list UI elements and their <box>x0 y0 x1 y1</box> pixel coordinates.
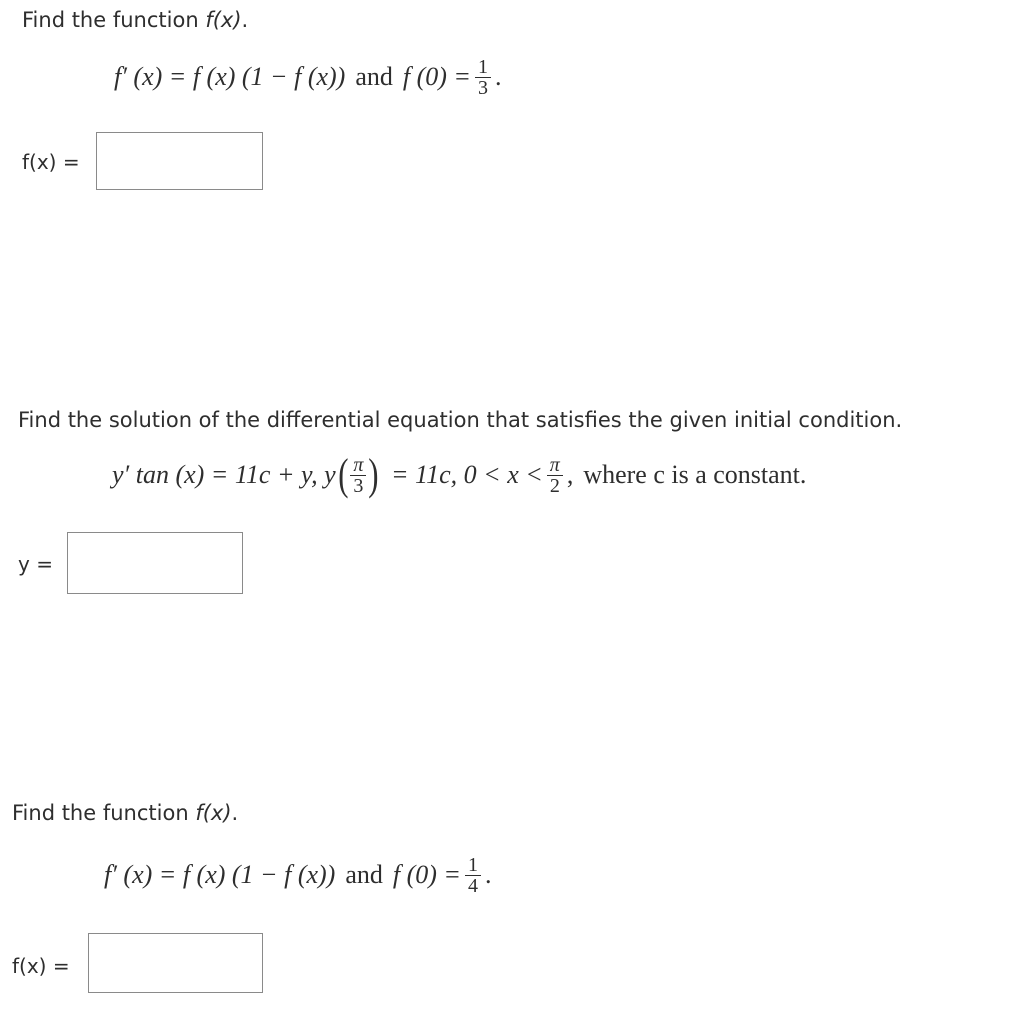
connector-word: and <box>345 860 383 889</box>
initial-condition: f (0) = <box>402 62 471 91</box>
right-paren: ) <box>368 450 379 499</box>
prompt-function: f(x) <box>205 8 242 32</box>
fraction-denominator: 4 <box>465 875 481 896</box>
initial-point-fraction <box>350 455 366 496</box>
prompt-period: . <box>231 801 239 825</box>
initial-condition: f (0) = <box>392 860 461 889</box>
domain-bound-fraction <box>547 455 563 496</box>
problem-3-prompt <box>12 801 238 825</box>
fraction-numerator: 1 <box>477 55 488 78</box>
initial-value-fraction <box>465 855 481 896</box>
equation-period: . <box>484 860 492 889</box>
fraction-numerator: π <box>353 453 364 476</box>
constant-note: where c is a constant. <box>583 460 807 489</box>
answer-label: f(x) = <box>22 150 80 174</box>
differential-equation: f′ (x) = f (x) (1 − f (x)) <box>114 62 346 91</box>
prompt-text: Find the function <box>22 8 206 32</box>
fraction-denominator: 3 <box>350 475 366 496</box>
differential-equation: f′ (x) = f (x) (1 − f (x)) <box>104 860 336 889</box>
differential-equation: y′ tan (x) = 11c + y, y <box>112 460 336 489</box>
initial-value-fraction <box>475 57 491 98</box>
fraction-numerator: 1 <box>467 853 478 876</box>
fraction-denominator: 3 <box>475 77 491 98</box>
fraction-numerator: π <box>549 453 560 476</box>
prompt-period: . <box>241 8 249 32</box>
problem-2-equation <box>112 444 806 506</box>
answer-input[interactable] <box>96 132 263 190</box>
prompt-text: Find the function <box>12 801 196 825</box>
answer-input[interactable] <box>67 532 243 594</box>
left-paren: ( <box>337 450 349 499</box>
answer-input[interactable] <box>88 933 263 993</box>
problem-2-prompt: Find the solution of the differential equation that satisfies the given initial condition. <box>18 408 903 432</box>
connector-word: and <box>355 62 393 91</box>
answer-label: f(x) = <box>12 954 70 978</box>
answer-label: y = <box>18 552 53 576</box>
problem-1-prompt <box>22 8 248 32</box>
initial-condition: = 11c, 0 < x < <box>391 460 543 489</box>
prompt-function: f(x) <box>195 801 232 825</box>
fraction-denominator: 2 <box>547 475 563 496</box>
problem-1-equation <box>114 46 501 108</box>
equation-comma: , <box>566 460 574 489</box>
equation-period: . <box>494 62 502 91</box>
problem-3-equation <box>104 844 491 906</box>
